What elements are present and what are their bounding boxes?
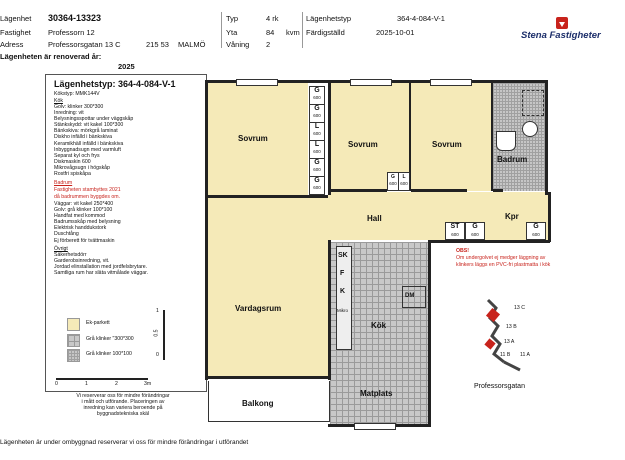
wardrobe: G 600 [309, 104, 325, 123]
wall [428, 240, 431, 426]
kitchen-unit: K [340, 288, 346, 295]
vardagsrum-floor [208, 198, 328, 378]
hall-unit: G 600 [526, 222, 546, 240]
fardig-label: Färdigställd [306, 28, 345, 37]
spec-line: Stänkskydd: vit kakel 100*300 [54, 122, 124, 129]
lgh-typ-value: 364-4-084-V-1 [397, 14, 445, 23]
scale-tick: 0 [55, 381, 58, 387]
typ-label: Typ [226, 14, 239, 23]
badrum-note-1: Fastigheten stambyttes 2021 [54, 187, 121, 193]
apt-label: Lägenhet [0, 14, 32, 23]
postal-code: 215 53 [146, 40, 169, 49]
disclaimer-line: inredning kan variera beroende på [83, 405, 163, 412]
fardig-value: 2025-10-01 [376, 28, 415, 37]
spec-line: Diskmaskin 600 [54, 158, 91, 165]
kitchen-unit: F [340, 270, 345, 277]
room-sovrum-2: Sovrum [348, 140, 378, 149]
parquet-swatch [67, 318, 80, 331]
yta-value: 84 [266, 28, 275, 37]
tile-100-swatch [67, 349, 80, 362]
kok-heading: Kök [54, 98, 63, 104]
badrum-lines [54, 201, 121, 244]
tile-300-swatch [67, 334, 80, 347]
header-divider-2 [302, 12, 303, 48]
vertical-scale [163, 310, 165, 360]
vaning-value: 2 [266, 40, 271, 49]
vscale-tick: 0.5 [153, 329, 160, 337]
wardrobe: G 600 [309, 176, 325, 195]
spec-line: Säkerhetsdörr [54, 252, 87, 258]
shower-area [522, 90, 544, 116]
room-balkong: Balkong [242, 399, 274, 408]
horizontal-scale [56, 378, 148, 380]
room-matplats: Matplats [360, 389, 393, 398]
spec-line: Inbyggnadsugn med varmluft [54, 146, 121, 153]
badrum-note-2: då badrummen byggdes om. [54, 194, 121, 200]
dishwasher-outline [402, 286, 426, 308]
stena-logo-icon [556, 17, 568, 29]
site-plan [468, 290, 548, 380]
property-value: Professorn 12 [48, 28, 95, 37]
site-label: 13 C [514, 305, 525, 311]
room-hall: Hall [367, 214, 382, 223]
legend-title: Lägenhetstyp: 364-4-084-V-1 [54, 79, 176, 89]
site-label: 11 B [500, 352, 511, 358]
spec-line: Bänkskiva: mörkgrå laminat [54, 128, 118, 135]
apt-number: 30364-13323 [48, 13, 102, 23]
room-badrum: Badrum [497, 155, 528, 164]
window [236, 79, 278, 86]
kitchen-unit: DM [405, 293, 415, 299]
renovated-year: 2025 [118, 62, 135, 71]
room-kpr: Kpr [505, 212, 519, 221]
window [350, 79, 392, 86]
spec-line: Diskho infälld i bänkskiva [54, 134, 112, 141]
spec-line: Keramikhäll infälld i bänkskiva [54, 140, 124, 147]
disclaimer [58, 393, 188, 417]
scale-tick: 2 [115, 381, 118, 387]
property-label: Fastighet [0, 28, 31, 37]
room-sovrum-3: Sovrum [432, 140, 462, 149]
yta-label: Yta [226, 28, 238, 37]
room-vardagsrum: Vardagsrum [235, 304, 282, 313]
obs-line-2: klinkers läggs en PVC-fri plastmatta i kök [456, 262, 551, 268]
swatch-label: Ek-parkett [86, 320, 110, 326]
wall [548, 192, 551, 242]
badrum-heading: Badrum [54, 180, 73, 186]
hall-unit: G 600 [465, 222, 485, 240]
address-label: Adress [0, 40, 24, 49]
wall [205, 376, 330, 379]
vaning-label: Våning [226, 40, 250, 49]
scale-tick: 3m [144, 381, 152, 387]
site-label: 11 A [520, 352, 530, 358]
wardrobe: L 600 [398, 172, 410, 191]
wall [328, 240, 331, 380]
vscale-tick: 1 [156, 308, 159, 314]
wall [205, 80, 208, 380]
toilet-icon [522, 121, 538, 137]
spec-line: Golv: klinker 300*300 [54, 104, 104, 110]
ovrigt-heading: Övrigt [54, 246, 68, 252]
wall [491, 83, 493, 191]
wall [331, 189, 387, 192]
spec-line: Ej förberett för tvättmaskin [54, 237, 115, 244]
wardrobe: L 600 [309, 140, 325, 159]
wall [493, 189, 503, 192]
spec-line: Duschtång [54, 231, 79, 238]
wall [545, 80, 548, 195]
swatch-label: Grå klinker 100*100 [86, 351, 132, 357]
kokstyp: Kökstyp: MMK144V [54, 91, 100, 97]
wall [328, 83, 331, 195]
obs-title: OBS! [456, 248, 469, 254]
wall [411, 189, 467, 192]
hall-unit: ST 600 [445, 222, 465, 240]
site-street: Professorsgatan [474, 383, 525, 390]
footer-note: Lägenheten är under ombyggnad reserverar vi oss för mindre förändringar i utförandet [0, 439, 249, 446]
header-divider [221, 12, 222, 48]
spec-line: Belysningsspottar under väggskåp [54, 116, 134, 123]
site-label: 13 B [506, 324, 517, 330]
spec-line: Garderobsinredning, vit. [54, 258, 110, 265]
wardrobe: L 600 [309, 122, 325, 141]
spec-line: Golv: grå klinker 100*100 [54, 207, 113, 214]
spec-line: Handfat med kommod [54, 213, 106, 220]
spec-line: Mikrovågsugn i högskåp [54, 164, 110, 171]
vscale-tick: 0 [156, 352, 159, 358]
lgh-typ-label: Lägenhetstyp [306, 14, 352, 23]
address-value: Professorsgatan 13 C [48, 40, 121, 49]
site-label: 13 A [504, 339, 515, 345]
scale-tick: 1 [85, 381, 88, 387]
spec-line: Badrumsskåp med belysning [54, 219, 121, 226]
wall [208, 195, 328, 198]
spec-line: Inredning: vit [54, 110, 84, 117]
sink-icon [496, 131, 516, 151]
city: MALMÖ [178, 40, 206, 49]
disclaimer-line: byggnadstekniska skäl [96, 411, 150, 418]
room-kok: Kök [371, 321, 387, 330]
spec-line: Rostfri spiskåpa [54, 171, 91, 178]
spec-line: Elektrisk handdukstork [54, 225, 107, 232]
room-sovrum-1: Sovrum [238, 134, 268, 143]
kitchen-unit: Mikro [337, 308, 348, 313]
wardrobe: G 600 [387, 172, 399, 191]
wardrobe: G 600 [309, 158, 325, 177]
kitchen-counter [336, 246, 352, 350]
wall [428, 240, 550, 243]
obs-line-1: Om undergolvet ej medger läggning av [456, 255, 546, 261]
stena-logo-text: Stena Fastigheter [521, 30, 601, 41]
renovated-label: Lägenheten är renoverad år: [0, 52, 102, 61]
ovrigt-lines [54, 252, 148, 276]
typ-value: 4 rk [266, 14, 279, 23]
kitchen-unit: SK [338, 252, 348, 259]
window [430, 79, 472, 86]
disclaimer-line: i mått och utförande. Placeringen av [81, 399, 165, 406]
disclaimer-line: Vi reserverar oss för mindre förändringar [76, 393, 170, 399]
spec-line: Samtliga rum har släta vitmålade väggar. [54, 270, 148, 277]
spec-line: Jordad elinstallation med jordfelsbrytare. [54, 264, 148, 271]
spec-line: Väggar: vit kakel 250*400 [54, 201, 114, 207]
sovrum3-floor [411, 83, 491, 191]
wardrobe: G 600 [309, 86, 325, 105]
yta-unit: kvm [286, 28, 300, 37]
swatch-label: Grå klinker "300*300 [86, 336, 134, 342]
kok-lines [54, 104, 133, 177]
spec-line: Separat kyl och frys [54, 152, 100, 159]
window [354, 423, 396, 430]
